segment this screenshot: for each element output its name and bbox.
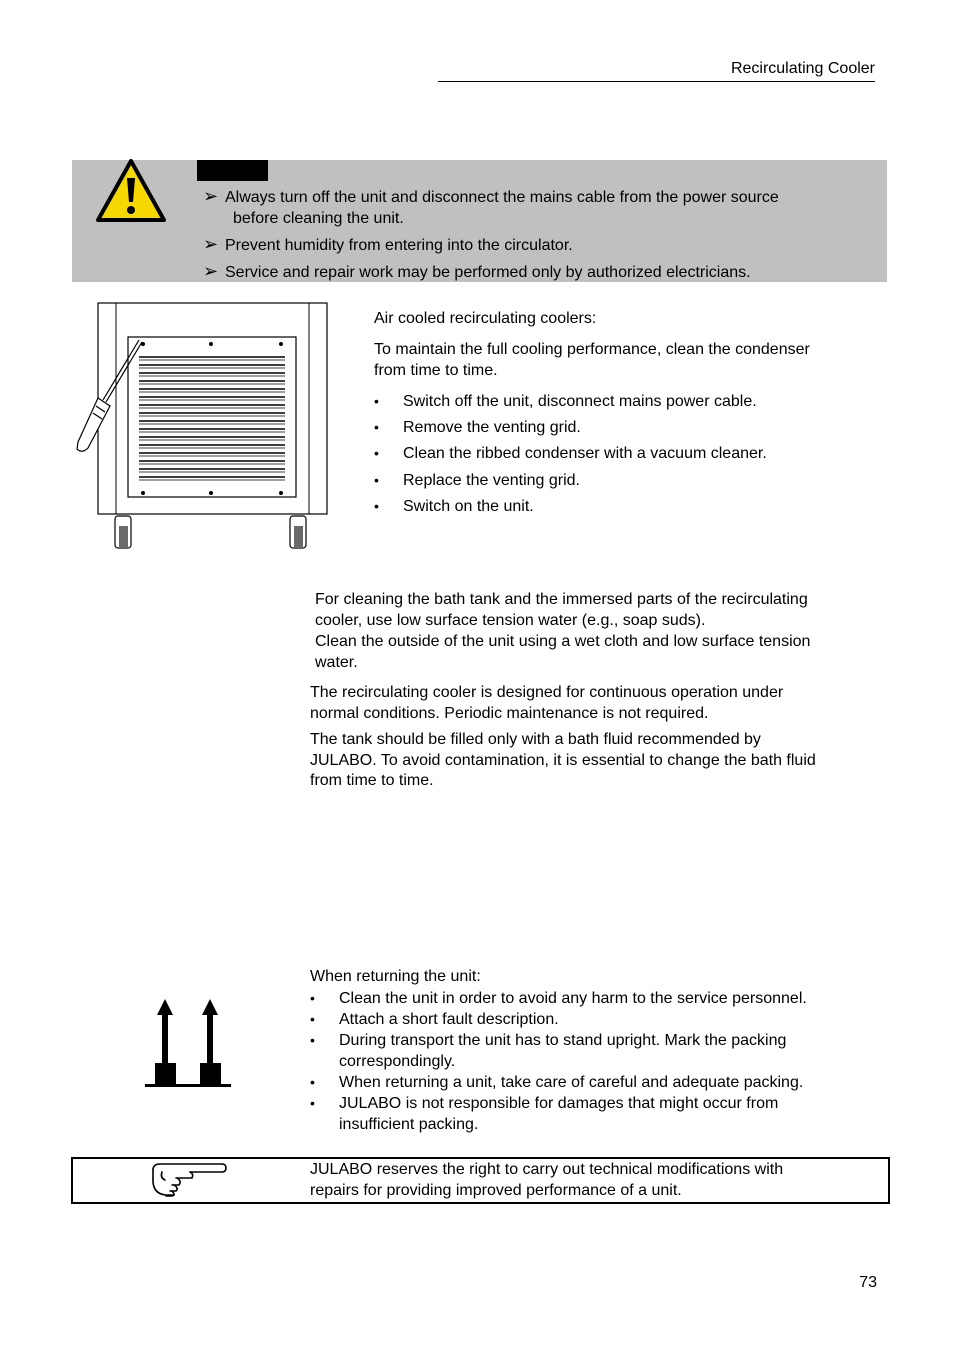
- cleaning-line-2: cooler, use low surface tension water (e.g., soap suds).: [315, 612, 706, 629]
- list-item: • Switch off the unit, disconnect mains power cable.: [374, 391, 874, 412]
- condenser-steps-list: [374, 391, 874, 517]
- warning-item-1-cont: before cleaning the unit.: [233, 210, 404, 227]
- list-item: • JULABO is not responsible for damages that might occur from insufficient packing.: [310, 1095, 779, 1133]
- warning-item-3: ➢ Service and repair work may be performed only by authorized electricians.: [203, 261, 751, 281]
- list-item: • Remove the venting grid.: [374, 417, 874, 438]
- this-way-up-icon: [143, 997, 233, 1089]
- maintenance-line-5: from time to time.: [310, 772, 434, 789]
- maintenance-line-3: The tank should be filled only with a bath fluid recommended by: [310, 731, 761, 748]
- condenser-text-line-2: from time to time.: [374, 362, 498, 379]
- warning-item-1: ➢ Always turn off the unit and disconnect the mains cable from the power source: [203, 186, 779, 206]
- condenser-text-line-1: To maintain the full cooling performance, clean the condenser: [374, 341, 810, 358]
- list-item: • When returning a unit, take care of careful and adequate packing.: [310, 1074, 804, 1091]
- cooler-venting-grid-illustration: [74, 302, 334, 552]
- warning-item-2: ➢ Prevent humidity from entering into the circulator.: [203, 234, 573, 254]
- note-line-1: JULABO reserves the right to carry out technical modifications with: [310, 1161, 784, 1178]
- cleaning-line-4: water.: [315, 654, 358, 671]
- maintenance-line-2: normal conditions. Periodic maintenance is not required.: [310, 705, 709, 722]
- list-item: • Attach a short fault description.: [310, 1011, 559, 1028]
- arrow-bullet-icon: ➢: [203, 186, 219, 206]
- arrow-bullet-icon: ➢: [203, 234, 219, 254]
- list-item: • Replace the venting grid.: [374, 470, 874, 491]
- list-item: • Switch on the unit.: [374, 496, 874, 517]
- page-number: 73: [859, 1274, 877, 1291]
- maintenance-line-1: The recirculating cooler is designed for continuous operation under: [310, 684, 784, 701]
- list-item: • During transport the unit has to stand upright. Mark the packing correspondingly.: [310, 1032, 787, 1070]
- note-line-2: repairs for providing improved performance of a unit.: [310, 1182, 682, 1199]
- condenser-intro: Air cooled recirculating coolers:: [374, 310, 597, 327]
- list-item: • Clean the unit in order to avoid any harm to the service personnel.: [310, 990, 807, 1007]
- arrow-bullet-icon: ➢: [203, 261, 219, 281]
- returning-list: [310, 988, 870, 1135]
- returning-intro: When returning the unit:: [310, 968, 481, 985]
- page-header-title: Recirculating Cooler: [438, 58, 875, 82]
- maintenance-line-4: JULABO. To avoid contamination, it is essential to change the bath fluid: [310, 752, 816, 769]
- cleaning-line-3: Clean the outside of the unit using a wet cloth and low surface tension: [315, 633, 811, 650]
- warning-label: [197, 160, 268, 181]
- list-item: • Clean the ribbed condenser with a vacuum cleaner.: [374, 443, 874, 464]
- pointing-hand-icon: [150, 1160, 228, 1198]
- warning-triangle-icon: [95, 158, 167, 224]
- cleaning-line-1: For cleaning the bath tank and the immersed parts of the recirculating: [315, 591, 808, 608]
